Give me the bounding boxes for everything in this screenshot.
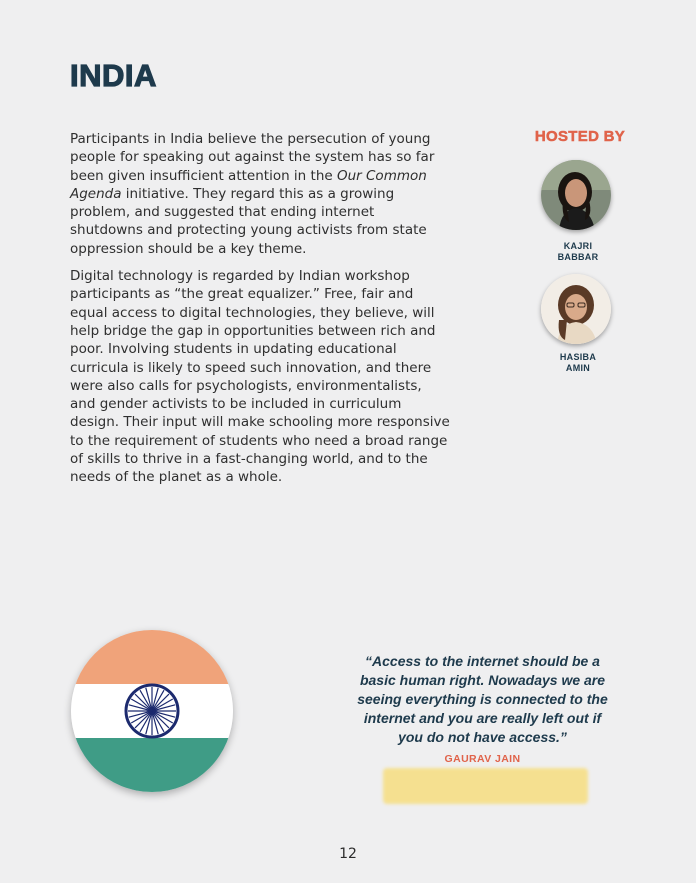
host-name-2 <box>518 352 638 374</box>
article-body <box>70 130 450 496</box>
india-flag-emblem <box>71 630 233 792</box>
page-title: INDIA <box>70 58 157 93</box>
hosted-by-heading: HOSTED BY <box>534 128 626 145</box>
india-flag-image <box>71 630 233 792</box>
ashoka-chakra-icon <box>126 685 178 737</box>
host-avatar-hasiba-amin <box>541 274 611 344</box>
paragraph-1-lead: Participants in India believe the persecution of young people for speaking out against the system has so far been given insufficient attention in the <box>70 131 435 184</box>
paragraph-persecution <box>70 130 450 258</box>
our-common-agenda-emphasis: Our Common Agenda <box>70 167 427 202</box>
highlight-block <box>383 768 588 804</box>
page-number: 12 <box>339 846 357 862</box>
host-1-first-name: KAJRI <box>563 241 593 251</box>
host-1-last-name: BABBAR <box>557 252 599 262</box>
host-2-first-name: HASIBA <box>559 352 597 362</box>
host-avatar-kajri-babbar <box>541 160 611 230</box>
quote-author: GAURAV JAIN <box>444 753 521 765</box>
paragraph-digital-technology: Digital technology is regarded by Indian workshop participants as “the great equalizer.” Free, fair and equal access to digital technologies, they believe, will help bridge the gap in opportunities between rich and poor. Involving students in updating educational curricula is likely to speed such innovation, and there were also calls for psychologists, environmentalists, and gender activists to be included in curriculum design. Their input will make schooling more responsive to the requirement of students who need a broad range of skills to thrive in a fast-changing world, and to the needs of the planet as a whole. <box>70 268 450 486</box>
host-portrait-2-image <box>541 274 611 344</box>
host-portrait-1-image <box>541 160 611 230</box>
host-2-last-name: AMIN <box>565 363 591 373</box>
host-name-1 <box>518 241 638 263</box>
paragraph-1-rest: initiative. They regard this as a growing problem, and suggested that ending internet shutdowns and protecting young activists from state oppression should be a key theme. <box>70 185 427 257</box>
pull-quote: “Access to the internet should be a basic human right. Nowadays we are seeing everything is connected to the internet and you are really left out if you do not have access.” <box>357 653 608 745</box>
